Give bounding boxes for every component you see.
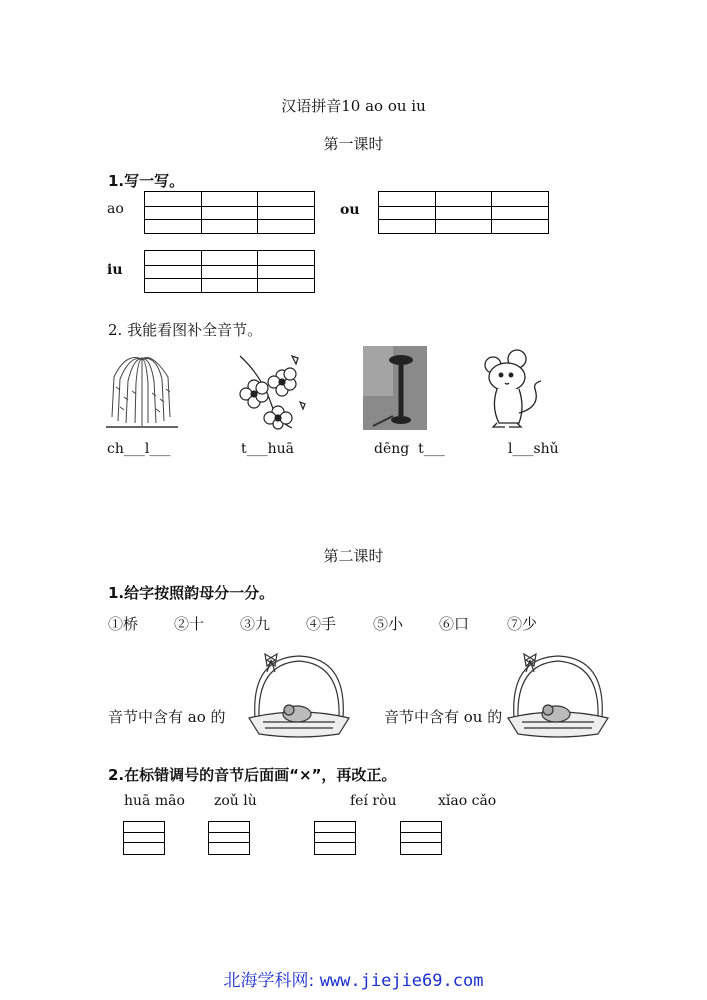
syllable-4: xǐao cǎo [438,793,497,809]
lesson2-heading: 第二课时 [323,547,384,565]
label-ao: ao [107,201,124,217]
writing-grid-iu[interactable] [144,250,315,293]
l2-q1-title: 1.给字按照韵母分一分。 [108,584,275,602]
l1-q1-title: 1.写一写。 [108,172,185,190]
mouse-image [483,347,545,429]
l2-q2-title: 2.在标错调号的音节后面画“×”，再改正。 [108,766,397,784]
l1-q2-title: 2. 我能看图补全音节。 [108,321,263,339]
syllable-1: huā māo [124,793,185,809]
char-5: ⑤小 [373,615,404,633]
answer-box-1[interactable] [123,821,165,855]
answer-box-4[interactable] [400,821,442,855]
label-iu: iu [107,262,123,278]
basket-ao-label: 音节中含有 ao 的 [108,708,226,726]
basket-ou-label: 音节中含有 ou 的 [384,708,503,726]
char-4: ④手 [306,615,337,633]
char-6: ⑥口 [439,615,470,633]
char-2: ②十 [174,615,205,633]
footer-site-name: 北海学科网: [223,971,315,991]
writing-grid-ao[interactable] [144,191,315,234]
char-1: ①桥 [108,615,139,633]
footer-watermark [0,966,707,991]
basket-ou-image[interactable] [502,648,614,740]
basket-ao-image[interactable] [243,648,355,740]
blank-flower[interactable]: t___huā [241,441,295,457]
lesson1-heading: 第一课时 [323,135,384,153]
label-ou: ou [340,202,360,218]
syllable-3: feí ròu [350,793,397,809]
blank-willow[interactable]: ch___l___ [107,441,171,457]
footer-url[interactable]: www.jiejie69.com [319,971,484,991]
blank-mouse[interactable]: l___shǔ [508,441,559,457]
writing-grid-ou[interactable] [378,191,549,234]
lamp-image [363,346,427,430]
syllable-2: zoǔ lù [214,793,257,809]
blank-lamp[interactable]: dēng t___ [374,441,445,457]
page-title: 汉语拼音10 ao ou iu [281,97,426,115]
char-7: ⑦少 [507,615,538,633]
char-3: ③九 [240,615,271,633]
answer-box-3[interactable] [314,821,356,855]
answer-box-2[interactable] [208,821,250,855]
flower-image [232,346,307,431]
willow-tree-image [106,347,178,429]
